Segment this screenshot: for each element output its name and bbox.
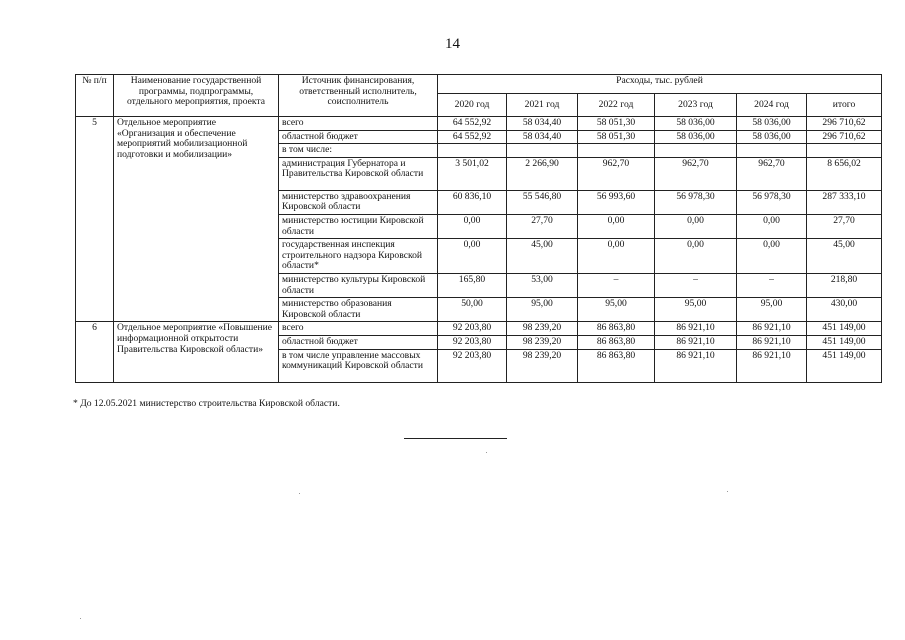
year-value: 27,70 xyxy=(507,214,578,238)
year-value xyxy=(737,144,807,158)
separator-line xyxy=(404,438,507,439)
program-name: Отдельное мероприятие «Организация и обеспечение мероприятий мобилизационной подготовки и мобилизации» xyxy=(114,117,279,322)
year-value: 86 921,10 xyxy=(737,335,807,349)
funding-source: министерство образования Кировской области xyxy=(279,298,438,322)
year-value: 58 034,40 xyxy=(507,117,578,131)
year-value: 95,00 xyxy=(578,298,655,322)
year-value xyxy=(438,144,507,158)
year-value: 98 239,20 xyxy=(507,349,578,382)
funding-source: областной бюджет xyxy=(279,335,438,349)
scan-speck xyxy=(727,491,728,492)
year-value: 86 921,10 xyxy=(737,349,807,382)
funding-source: всего xyxy=(279,322,438,336)
year-value: 56 993,60 xyxy=(578,190,655,214)
funding-source: министерство культуры Кировской области xyxy=(279,273,438,297)
total-value xyxy=(807,144,882,158)
year-value: 64 552,92 xyxy=(438,130,507,144)
year-value: 0,00 xyxy=(655,214,737,238)
year-value: 50,00 xyxy=(438,298,507,322)
year-value: 962,70 xyxy=(578,157,655,190)
funding-source: министерство здравоохранения Кировской области xyxy=(279,190,438,214)
total-value: 296 710,62 xyxy=(807,130,882,144)
row-number: 5 xyxy=(76,117,114,322)
header-year-2021: 2021 год xyxy=(507,94,578,117)
scan-speck xyxy=(299,493,300,494)
year-value: – xyxy=(655,273,737,297)
total-value: 8 656,02 xyxy=(807,157,882,190)
year-value: 0,00 xyxy=(655,239,737,274)
header-expenses: Расходы, тыс. рублей xyxy=(438,75,882,94)
year-value: 95,00 xyxy=(507,298,578,322)
year-value: 0,00 xyxy=(737,239,807,274)
year-value: 0,00 xyxy=(737,214,807,238)
year-value: 86 863,80 xyxy=(578,322,655,336)
year-value: 58 036,00 xyxy=(655,117,737,131)
table-row xyxy=(76,322,882,336)
year-value: 165,80 xyxy=(438,273,507,297)
header-name: Наименование государственной программы, подпрограммы, отдельного мероприятия, проекта xyxy=(114,75,279,117)
year-value xyxy=(655,144,737,158)
total-value: 430,00 xyxy=(807,298,882,322)
total-value: 218,80 xyxy=(807,273,882,297)
year-value: 60 836,10 xyxy=(438,190,507,214)
budget-table xyxy=(75,74,882,383)
year-value: 58 051,30 xyxy=(578,117,655,131)
year-value: 92 203,80 xyxy=(438,349,507,382)
year-value: 86 921,10 xyxy=(655,322,737,336)
total-value: 296 710,62 xyxy=(807,117,882,131)
year-value: 0,00 xyxy=(578,239,655,274)
year-value: 55 546,80 xyxy=(507,190,578,214)
header-year-2020: 2020 год xyxy=(438,94,507,117)
year-value: 0,00 xyxy=(438,214,507,238)
funding-source: всего xyxy=(279,117,438,131)
year-value: – xyxy=(578,273,655,297)
year-value: 56 978,30 xyxy=(655,190,737,214)
funding-source: областной бюджет xyxy=(279,130,438,144)
year-value: 45,00 xyxy=(507,239,578,274)
scan-speck xyxy=(486,452,487,453)
year-value: 0,00 xyxy=(438,239,507,274)
year-value: 58 036,00 xyxy=(737,130,807,144)
page-number: 14 xyxy=(445,36,460,52)
scan-speck xyxy=(80,618,81,619)
year-value: 98 239,20 xyxy=(507,322,578,336)
total-value: 451 149,00 xyxy=(807,349,882,382)
year-value: 95,00 xyxy=(655,298,737,322)
header-year-2022: 2022 год xyxy=(578,94,655,117)
total-value: 45,00 xyxy=(807,239,882,274)
funding-source: администрация Губернатора и Правительства Кировской области xyxy=(279,157,438,190)
year-value xyxy=(507,144,578,158)
year-value: 86 921,10 xyxy=(737,322,807,336)
year-value: – xyxy=(737,273,807,297)
funding-source: в том числе управление массовых коммуникаций Кировской области xyxy=(279,349,438,382)
year-value: 962,70 xyxy=(655,157,737,190)
year-value: 64 552,92 xyxy=(438,117,507,131)
year-value: 58 036,00 xyxy=(655,130,737,144)
header-year-2023: 2023 год xyxy=(655,94,737,117)
total-value: 27,70 xyxy=(807,214,882,238)
year-value: 3 501,02 xyxy=(438,157,507,190)
header-year-2024: 2024 год xyxy=(737,94,807,117)
header-number: № п/п xyxy=(76,75,114,117)
year-value: 92 203,80 xyxy=(438,322,507,336)
year-value: 0,00 xyxy=(578,214,655,238)
year-value: 962,70 xyxy=(737,157,807,190)
year-value: 58 051,30 xyxy=(578,130,655,144)
year-value: 92 203,80 xyxy=(438,335,507,349)
year-value: 86 921,10 xyxy=(655,349,737,382)
table-row xyxy=(76,117,882,131)
funding-source: министерство юстиции Кировской области xyxy=(279,214,438,238)
header-source: Источник финансирования, ответственный исполнитель, соисполнитель xyxy=(279,75,438,117)
year-value: 86 921,10 xyxy=(655,335,737,349)
funding-source: государственная инспекция строительного надзора Кировской области* xyxy=(279,239,438,274)
year-value xyxy=(578,144,655,158)
row-number: 6 xyxy=(76,322,114,382)
year-value: 56 978,30 xyxy=(737,190,807,214)
year-value: 2 266,90 xyxy=(507,157,578,190)
year-value: 98 239,20 xyxy=(507,335,578,349)
header-total: итого xyxy=(807,94,882,117)
total-value: 451 149,00 xyxy=(807,335,882,349)
year-value: 58 036,00 xyxy=(737,117,807,131)
funding-source: в том числе: xyxy=(279,144,438,158)
total-value: 451 149,00 xyxy=(807,322,882,336)
footnote: * До 12.05.2021 министерство строительства Кировской области. xyxy=(73,398,340,409)
year-value: 86 863,80 xyxy=(578,349,655,382)
year-value: 95,00 xyxy=(737,298,807,322)
year-value: 86 863,80 xyxy=(578,335,655,349)
year-value: 53,00 xyxy=(507,273,578,297)
year-value: 58 034,40 xyxy=(507,130,578,144)
total-value: 287 333,10 xyxy=(807,190,882,214)
program-name: Отдельное мероприятие «Повышение информационной открытости Правительства Кировской области» xyxy=(114,322,279,382)
